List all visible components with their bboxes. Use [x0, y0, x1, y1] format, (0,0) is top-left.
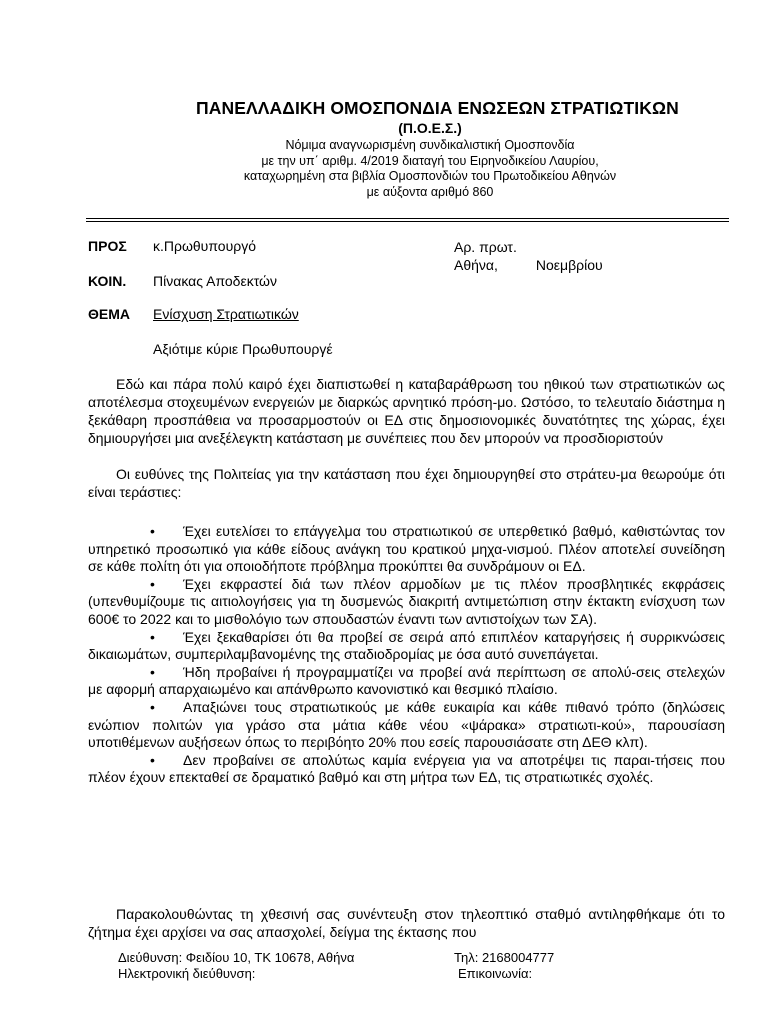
- footer-left: [118, 950, 354, 982]
- bullet-text: Έχει ξεκαθαρίσει ότι θα προβεί σε σειρά από επιπλέον καταργήσεις ή συρρικνώσεις δικαιωμάτων, συμπεριλαμβανομένης της σταδιοδρομίας με όσα αυτό συνεπάγεται.: [88, 628, 725, 663]
- paragraph: [88, 375, 725, 447]
- bullet-item: • Έχει εκφραστεί διά των πλέον αρμοδίων με τις πλέον προσβλητικές εκφράσεις (υπενθυμίζουμε τις αιτιολογήσεις για τη δυσμενώς διακριτή αντιμετώπιση στην έκτακτη ενίσχυση των 600€ το 2022 και το μισθολόγιο των σπουδαστών έναντι των αντιστοίχων των ΣΑ).: [88, 575, 725, 627]
- protocol-number: Αρ. πρωτ.: [454, 239, 517, 255]
- cc-value: Πίνακας Αποδεκτών: [153, 273, 277, 289]
- date-city: Αθήνα,: [454, 257, 498, 273]
- bullet-text: Έχει ευτελίσει το επάγγελμα του στρατιωτικού σε υπερθετικό βαθμό, καθιστώντας τον υπηρετικό προσωπικό για κάθε είδους ανάγκη του κρατικού μηχα-νισμού. Πλέον αποτελεί συνείδηση σε κάθε πολίτη ότι για οποιοδήποτε πρόβλημα προκύπτει θα συνδράμουν οι ΕΔ.: [88, 523, 725, 575]
- organization-info-line: καταχωρημένη στα βιβλία Ομοσπονδιών του Πρωτοδικείου Αθηνών: [243, 169, 617, 183]
- bullet-text: Δεν προβαίνει σε απολύτως καμία ενέργεια για να αποτρέψει τις παραι-τήσεις που πλέον έχουν επεκταθεί σε δραματικό βαθμό και στη μήτρα των ΕΔ, τις στρατιωτικές σχολές.: [88, 751, 725, 786]
- subject-label: ΘΕΜΑ: [88, 306, 130, 322]
- to-value: κ.Πρωθυπουργό: [153, 238, 256, 254]
- organization-name: ΠΑΝΕΛΛΑΔΙΚΗ ΟΜΟΣΠΟΝΔΙΑ ΕΝΩΣΕΩΝ ΣΤΡΑΤΙΩΤΙΚΩΝ: [196, 98, 679, 118]
- bullet-item: • Απαξιώνει τους στρατιωτικούς με κάθε ευκαιρία και κάθε πιθανό τρόπο (δηλώσεις ενώπιον πολιτών για γράσο στα μάτια κάθε νέου «ψάρακα» στρατιωτι-κού», παρουσίαση υποτιθέμενων αυξήσεων όπως το περιβόητο 20% που εσείς παρουσιάσατε στη ΔΕΘ κλπ).: [88, 698, 725, 751]
- paragraph: [88, 905, 725, 941]
- subject-value: Ενίσχυση Στρατιωτικών: [153, 306, 299, 322]
- cc-label: ΚΟΙΝ.: [88, 273, 127, 289]
- bullet-item: • Έχει ευτελίσει το επάγγελμα του στρατιωτικού σε υπερθετικό βαθμό, καθιστώντας τον υπηρετικό προσωπικό για κάθε είδους ανάγκη του κρατικού μηχα-νισμού. Πλέον αποτελεί συνείδηση σε κάθε πολίτη ότι για οποιοδήποτε πρόβλημα προκύπτει θα συνδράμουν οι ΕΔ.: [88, 523, 725, 575]
- date-month: Νοεμβρίου: [535, 257, 603, 273]
- bullet-text: Ήδη προβαίνει ή προγραμματίζει να προβεί ανά περίπτωση σε απολύ-σεις στελεχών με αφορμή απαρχαιωμένο και απάνθρωπο κανονιστικό και θεσμικό πλαίσιο.: [88, 663, 725, 698]
- organization-info-line: με την υπ΄ αριθμ. 4/2019 διαταγή του Ειρηνοδικείου Λαυρίου,: [261, 153, 599, 168]
- header-divider: [86, 218, 729, 219]
- header-divider: [86, 221, 729, 222]
- paragraph-text: Εδώ και πάρα πολύ καιρό έχει διαπιστωθεί η καταβαράθρωση του ηθικού των στρατιωτικών ως αποτέλεσμα στοχευμένων ενεργειών με διαρκώς αρνητικό πρόση-μο. Ωστόσο, το τελευταίο διάστημα η ξεκάθαρη προσπάθεια να προσαρμοστούν οι ΕΔ στις δημοσιονομικές δυνατότητες της χώρας, έχει δημιουργήσει μια ανεξέλεγκτη κατάσταση με συνέπειες που δεν μπορούν να προσδιοριστούν: [88, 376, 725, 446]
- date-line: [454, 256, 603, 274]
- protocol-block: [454, 238, 603, 274]
- organization-info-line: Νόμιμα αναγνωρισμένη συνδικαλιστική Ομοσπονδία: [285, 138, 575, 152]
- footer-address: Διεύθυνση: Φειδίου 10, ΤΚ 10678, Αθήνα: [118, 950, 355, 965]
- to-label: ΠΡΟΣ: [88, 238, 127, 254]
- footer-email-label: Ηλεκτρονική διεύθυνση:: [118, 966, 256, 981]
- bullet-text: Απαξιώνει τους στρατιωτικούς με κάθε ευκαιρία και κάθε πιθανό τρόπο (δηλώσεις ενώπιον πολιτών για γράσο στα μάτια κάθε νέου «ψάρακα» στρατιωτι-κού», παρουσίαση υποτιθέμενων αυξήσεων όπως το περιβόητο 20% που εσείς παρουσιάσατε στη ΔΕΘ κλπ).: [88, 698, 725, 751]
- footer-right: [454, 950, 554, 982]
- paragraph-text: Παρακολουθώντας τη χθεσινή σας συνέντευξη στον τηλεοπτικό σταθμό αντιληφθήκαμε ότι το ζήτημα έχει αρχίσει να σας απασχολεί, δείγμα της έκτασης που: [88, 906, 725, 940]
- paragraph-text: Οι ευθύνες της Πολιτείας για την κατάσταση που έχει δημιουργηθεί στο στράτευ-μα θεωρούμε ότι είναι τεράστιες:: [88, 466, 725, 500]
- footer-phone: Τηλ: 2168004777: [454, 950, 555, 965]
- organization-abbreviation: (Π.Ο.Ε.Σ.): [398, 120, 462, 136]
- organization-info-line: με αύξοντα αριθμό 860: [366, 184, 494, 199]
- paragraph: [88, 465, 725, 501]
- footer-contact-label: Επικοινωνία:: [458, 966, 533, 981]
- bullet-item: • Δεν προβαίνει σε απολύτως καμία ενέργεια για να αποτρέψει τις παραι-τήσεις που πλέον έχουν επεκταθεί σε δραματικό βαθμό και στη μήτρα των ΕΔ, τις στρατιωτικές σχολές.: [88, 751, 725, 786]
- bullet-item: • Ήδη προβαίνει ή προγραμματίζει να προβεί ανά περίπτωση σε απολύ-σεις στελεχών με αφορμή απαρχαιωμένο και απάνθρωπο κανονιστικό και θεσμικό πλαίσιο.: [88, 663, 725, 698]
- bullet-text: Έχει εκφραστεί διά των πλέον αρμοδίων με τις πλέον προσβλητικές εκφράσεις (υπενθυμίζουμε τις αιτιολογήσεις για τη δυσμενώς διακριτή αντιμετώπιση στην έκτακτη ενίσχυση των 600€ το 2022 και το μισθολόγιο των σπουδαστών έναντι των αντιστοίχων των ΣΑ).: [88, 575, 725, 627]
- bullet-list: [88, 523, 725, 787]
- salutation: Αξιότιμε κύριε Πρωθυπουργέ: [153, 341, 333, 357]
- organization-info: [0, 138, 768, 200]
- bullet-item: • Έχει ξεκαθαρίσει ότι θα προβεί σε σειρά από επιπλέον καταργήσεις ή συρρικνώσεις δικαιωμάτων, συμπεριλαμβανομένης της σταδιοδρομίας με όσα αυτό συνεπάγεται.: [88, 628, 725, 663]
